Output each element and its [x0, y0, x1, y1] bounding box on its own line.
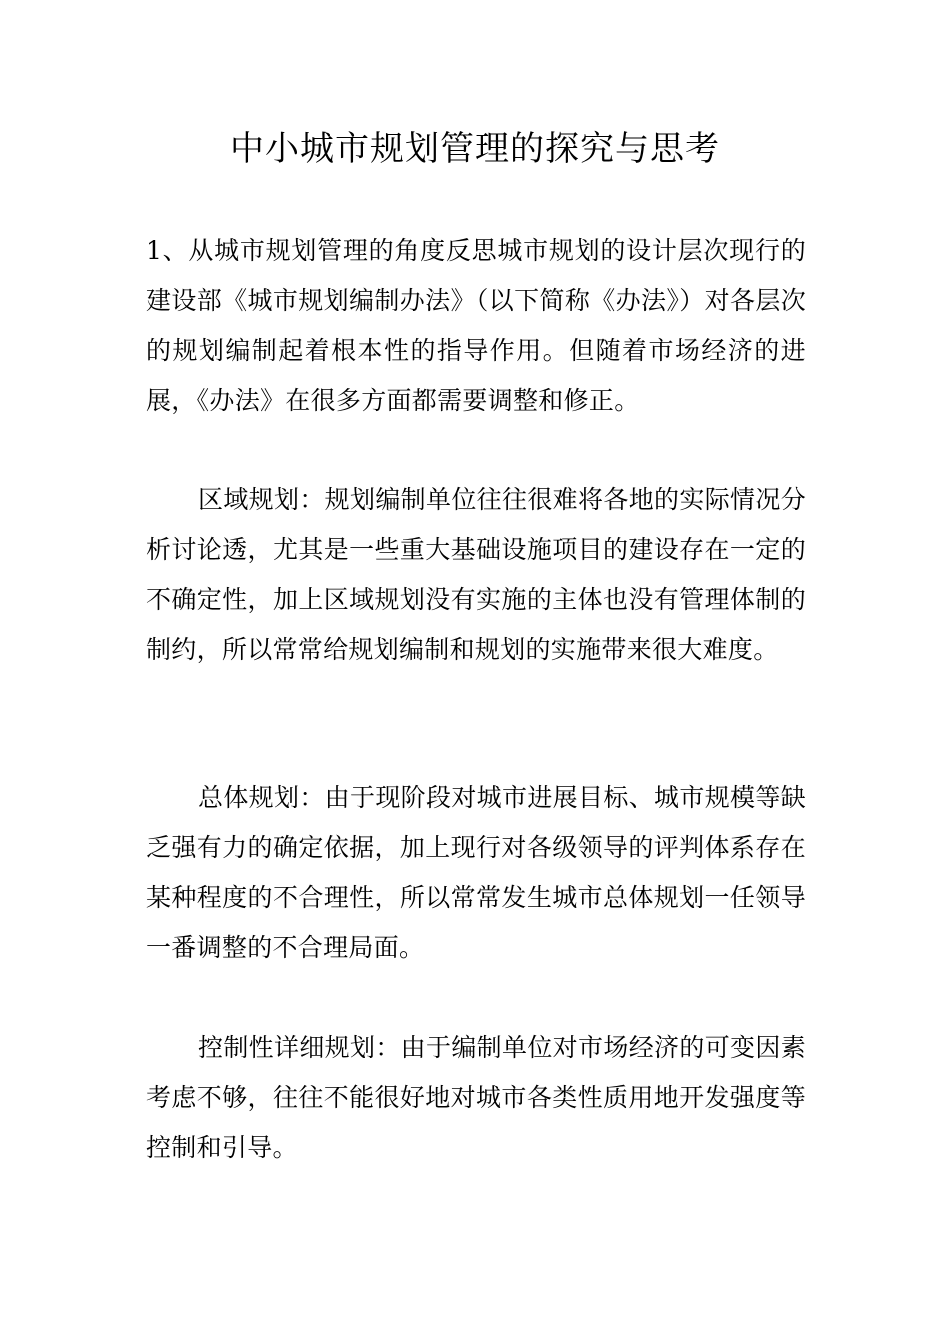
document-title: 中小城市规划管理的探究与思考: [230, 129, 720, 169]
paragraph-intro: 1、从城市规划管理的角度反思城市规划的设计层次现行的建设部《城市规划编制办法》（以下简称《办法》）对各层次的规划编制起着根本性的指导作用。但随着市场经济的进展，《办法》在很多方面都需要调整和修正。: [146, 236, 806, 415]
paragraph-master-planning: 总体规划：由于现阶段对城市进展目标、城市规模等缺乏强有力的确定依据，加上现行对各级领导的评判体系存在某种程度的不合理性，所以常常发生城市总体规划一任领导一番调整的不合理局面。: [146, 783, 806, 962]
paragraph-regional-planning: 区域规划：规划编制单位往往很难将各地的实际情况分析讨论透，尤其是一些重大基础设施项目的建设存在一定的不确定性，加上区域规划没有实施的主体也没有管理体制的制约，所以常常给规划编制和规划的实施带来很大难度。: [146, 485, 806, 664]
paragraph-detailed-planning: 控制性详细规划：由于编制单位对市场经济的可变因素考虑不够，往往不能很好地对城市各类性质用地开发强度等控制和引导。: [146, 1033, 806, 1162]
